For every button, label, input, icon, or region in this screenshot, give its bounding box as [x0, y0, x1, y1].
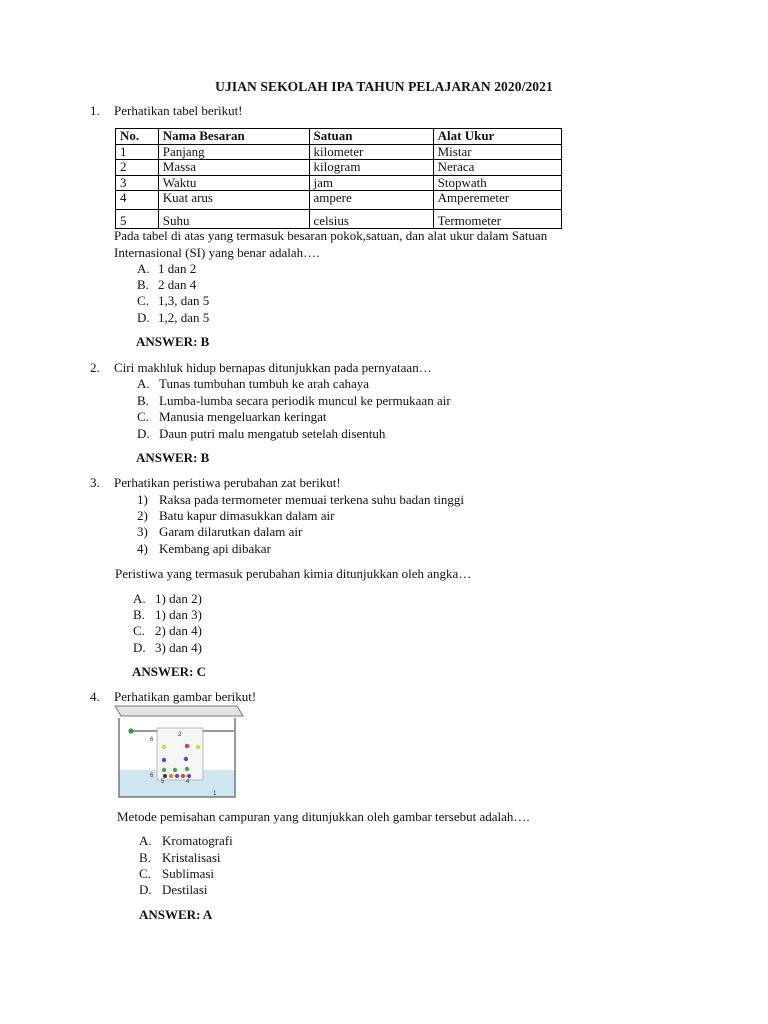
- q3-item-text: Kembang api dibakar: [159, 541, 271, 556]
- table-cell: kilogram: [309, 160, 433, 176]
- q3-option-letter: A.: [133, 591, 146, 606]
- figure-label: 1: [213, 791, 217, 797]
- pigment-spot: [162, 745, 166, 749]
- pigment-spot: [162, 768, 166, 772]
- q1-option-letter: B.: [137, 277, 149, 292]
- q3-item-text: Garam dilarutkan dalam air: [159, 524, 303, 539]
- pigment-spot: [169, 774, 173, 778]
- q2-option-text: Manusia mengeluarkan keringat: [159, 409, 327, 424]
- q2-prompt: Ciri makhluk hidup bernapas ditunjukkan pada pernyataan…: [114, 360, 432, 375]
- table-header-row: [116, 129, 562, 145]
- q4-option-text: Sublimasi: [162, 866, 215, 881]
- q3-option-letter: C.: [133, 623, 145, 638]
- q2-option-letter: A.: [137, 376, 150, 391]
- header-unit: Satuan: [309, 129, 433, 145]
- table-cell: 2: [116, 160, 159, 176]
- table-cell: Amperemeter: [433, 191, 561, 210]
- q4-option-text: Kristalisasi: [162, 850, 221, 865]
- q1-option-text: 1 dan 2: [158, 261, 197, 276]
- q2-option-letter: D.: [137, 426, 150, 441]
- q4-question: Metode pemisahan campuran yang ditunjukkan oleh gambar tersebut adalah….: [117, 809, 530, 824]
- q3-item-text: Raksa pada termometer memuai terkena suhu badan tinggi: [159, 492, 465, 507]
- q2-option-text: Tunas tumbuhan tumbuh ke arah cahaya: [159, 376, 369, 391]
- q1-option-text: 1,3, dan 5: [158, 293, 210, 308]
- q2-option-text: Daun putri malu mengatub setelah disentuh: [159, 426, 386, 441]
- q3-option-letter: D.: [133, 640, 146, 655]
- q3-item-marker: 3): [137, 524, 148, 539]
- pigment-spot: [175, 774, 179, 778]
- quantity-table: [115, 128, 562, 229]
- figure-label: 6: [150, 737, 154, 743]
- figure-label: 6: [150, 773, 154, 779]
- q2-option-letter: B.: [137, 393, 149, 408]
- q3-item-marker: 1): [137, 492, 148, 507]
- table-row: [116, 175, 562, 191]
- table-cell: Suhu: [158, 210, 309, 229]
- q3-item-marker: 4): [137, 541, 148, 556]
- q4-number: 4.: [90, 689, 100, 704]
- q4-option-letter: A.: [139, 833, 152, 848]
- q1-number: 1.: [90, 103, 100, 118]
- table-cell: ampere: [309, 191, 433, 210]
- table-cell: Mistar: [433, 144, 561, 160]
- q4-answer: ANSWER: A: [139, 907, 213, 922]
- header-quantity: Nama Besaran: [158, 129, 309, 145]
- q4-prompt: Perhatikan gambar berikut!: [114, 689, 257, 704]
- page-title: UJIAN SEKOLAH IPA TAHUN PELAJARAN 2020/2021: [215, 79, 553, 94]
- q1-option-letter: C.: [137, 293, 149, 308]
- q3-option-text: 1) dan 3): [155, 607, 202, 622]
- q2-option-text: Lumba-lumba secara periodik muncul ke permukaan air: [159, 393, 451, 408]
- table-cell: Neraca: [433, 160, 561, 176]
- q3-option-text: 1) dan 2): [155, 591, 202, 606]
- q1-option-letter: A.: [137, 261, 150, 276]
- table-cell: Panjang: [158, 144, 309, 160]
- table-cell: 3: [116, 175, 159, 191]
- q4-option-text: Kromatografi: [162, 833, 233, 848]
- q1-question-line2: Internasional (SI) yang benar adalah….: [114, 245, 320, 260]
- table-cell: Waktu: [158, 175, 309, 191]
- figure-label: 4: [186, 779, 190, 785]
- table-cell: celsius: [309, 210, 433, 229]
- q1-question-line1: Pada tabel di atas yang termasuk besaran pokok,satuan, dan alat ukur dalam Satuan: [114, 228, 548, 243]
- q3-question: Peristiwa yang termasuk perubahan kimia ditunjukkan oleh angka…: [115, 566, 472, 581]
- pigment-spot: [173, 768, 177, 772]
- chromatography-figure: [113, 704, 245, 802]
- table-cell: Termometer: [433, 210, 561, 229]
- q3-item-marker: 2): [137, 508, 148, 523]
- q3-item-text: Batu kapur dimasukkan dalam air: [159, 508, 335, 523]
- q4-option-letter: B.: [139, 850, 151, 865]
- table-cell: Kuat arus: [158, 191, 309, 210]
- pigment-spot: [185, 767, 189, 771]
- table-cell: 5: [116, 210, 159, 229]
- q3-option-text: 3) dan 4): [155, 640, 202, 655]
- q1-answer: ANSWER: B: [136, 334, 210, 349]
- pigment-spot: [162, 758, 166, 762]
- table-row: [116, 191, 562, 210]
- table-row: [116, 144, 562, 160]
- jar-lid: [115, 706, 243, 716]
- q1-option-text: 1,2, dan 5: [158, 310, 210, 325]
- pigment-spot: [181, 774, 185, 778]
- q1-prompt: Perhatikan tabel berikut!: [114, 103, 243, 118]
- q3-option-text: 2) dan 4): [155, 623, 202, 638]
- pigment-spot: [187, 774, 191, 778]
- table-cell: Massa: [158, 160, 309, 176]
- q4-option-text: Destilasi: [162, 882, 208, 897]
- header-instrument: Alat Ukur: [433, 129, 561, 145]
- q3-number: 3.: [90, 475, 100, 490]
- table-cell: jam: [309, 175, 433, 191]
- pigment-spot: [185, 744, 189, 748]
- q3-answer: ANSWER: C: [132, 664, 207, 679]
- q2-option-letter: C.: [137, 409, 149, 424]
- q2-answer: ANSWER: B: [136, 450, 210, 465]
- q3-option-letter: B.: [133, 607, 145, 622]
- q1-option-letter: D.: [137, 310, 150, 325]
- table-row: [116, 160, 562, 176]
- pigment-spot: [184, 757, 188, 761]
- table-cell: kilometer: [309, 144, 433, 160]
- table-cell: 1: [116, 144, 159, 160]
- q1-option-text: 2 dan 4: [158, 277, 197, 292]
- table-cell: 4: [116, 191, 159, 210]
- pigment-spot: [196, 745, 200, 749]
- q3-prompt: Perhatikan peristiwa perubahan zat berikut!: [114, 475, 341, 490]
- q2-number: 2.: [90, 360, 100, 375]
- figure-label: 5: [161, 779, 165, 785]
- header-no: No.: [116, 129, 159, 145]
- table-row: [116, 210, 562, 229]
- q4-option-letter: D.: [139, 882, 152, 897]
- q4-option-letter: C.: [139, 866, 151, 881]
- clip-icon: [128, 728, 133, 733]
- table-cell: Stopwath: [433, 175, 561, 191]
- pigment-spot: [163, 774, 167, 778]
- figure-label: 2: [178, 732, 182, 738]
